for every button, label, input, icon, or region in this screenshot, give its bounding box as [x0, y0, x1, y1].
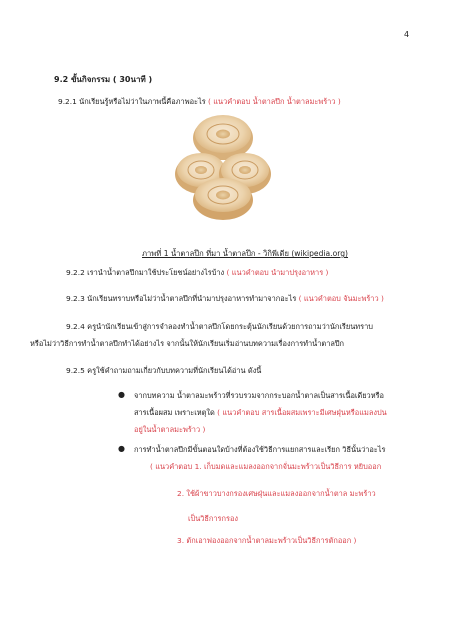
bullet-2-answer-line-1: ( แนวคำตอบ 1. เก็บมดและแมลงออกจากจั่นมะพร้าวเป็นวิธีการ หยิบออก: [150, 462, 382, 471]
question-3: [66, 294, 384, 304]
question-3-text: 9.2.3 นักเรียนทราบหรือไม่ว่าน้ำตาลปึกที่นำมาปรุงอาหารทำมาจากอะไร: [66, 294, 297, 303]
bullet-1-answer: ( แนวคำตอบ สารเนื้อผสมเพราะมีเศษฝุ่นหรือแมลงปน: [217, 408, 387, 417]
bullet-2-line-1: การทำน้ำตาลปึกมีขั้นตอนใดบ้างที่ต้องใช้วิธีการแยกสารและเรียก วิธีนั้นว่าอะไร: [134, 445, 386, 454]
bullet-2-answer-line-2: 2. ใช้ผ้าขาวบางกรองเศษฝุ่นและแมลงออกจากน้ำตาล มะพร้าว: [177, 489, 376, 498]
bullet-2-answer-line-3: เป็นวิธีการกรอง: [188, 514, 239, 523]
bullet-icon: ●: [118, 390, 125, 399]
question-3-answer: ( แนวคำตอบ จันมะพร้าว ): [298, 294, 384, 303]
bullet-1-line-3: อยู่ในน้ำตาลมะพร้าว ): [134, 425, 206, 434]
bullet-1-text: สารเนื้อผสม เพราะเหตุใด: [134, 408, 215, 417]
palm-sugar-cakes-photo: [173, 98, 273, 228]
bullet-1-line-2: [134, 408, 387, 418]
bullet-1-line-1: จากบทความ น้ำตาลมะพร้าวที่รวบรวมจากกระบอกน้ำตาลเป็นสารเนื้อเดียวหรือ: [134, 391, 384, 400]
question-2: [66, 268, 328, 278]
question-5: 9.2.5 ครูใช้คำถามถามเกี่ยวกับบทความที่นักเรียนได้อ่าน ดังนี้: [66, 366, 262, 375]
bullet-icon: ●: [118, 444, 125, 453]
question-4-line-1: 9.2.4 ครูนำนักเรียนเข้าสู่การจำลองทำน้ำตาลปึกโดยกระตุ้นนักเรียนด้วยการถามว่านักเรียนทราบ: [66, 322, 373, 331]
question-4-line-2: หรือไม่ว่าวิธีการทำน้ำตาลปึกทำได้อย่างไร จากนั้นให้นักเรียนเริ่มอ่านบทความเรื่องการทำน้ำตาลปึก: [30, 339, 345, 348]
figure-caption: ภาพที่ 1 น้ำตาลปึก ที่มา น้ำตาลปึก - วิกิพีเดีย (wikipedia.org): [142, 249, 349, 258]
page-number: 4: [404, 30, 410, 39]
question-2-text: 9.2.2 เรานำน้ำตาลปึกมาใช้ประโยชน์อย่างไรบ้าง: [66, 268, 225, 277]
bullet-2-answer-line-4: 3. ตักเอาฟองออกจากน้ำตาลมะพร้าวเป็นวิธีการตักออก ): [177, 536, 357, 545]
section-title: 9.2 ขั้นกิจกรรม ( 30นาที ): [54, 75, 153, 84]
question-2-answer: ( แนวคำตอบ นำมาปรุงอาหาร ): [226, 268, 329, 277]
question-1-text: 9.2.1 นักเรียนรู้หรือไม่ว่าในภาพนี้คือภาพอะไร: [58, 97, 206, 106]
question-1-answer: ( แนวคำตอบ น้ำตาลปึก น้ำตาลมะพร้าว ): [208, 97, 341, 106]
